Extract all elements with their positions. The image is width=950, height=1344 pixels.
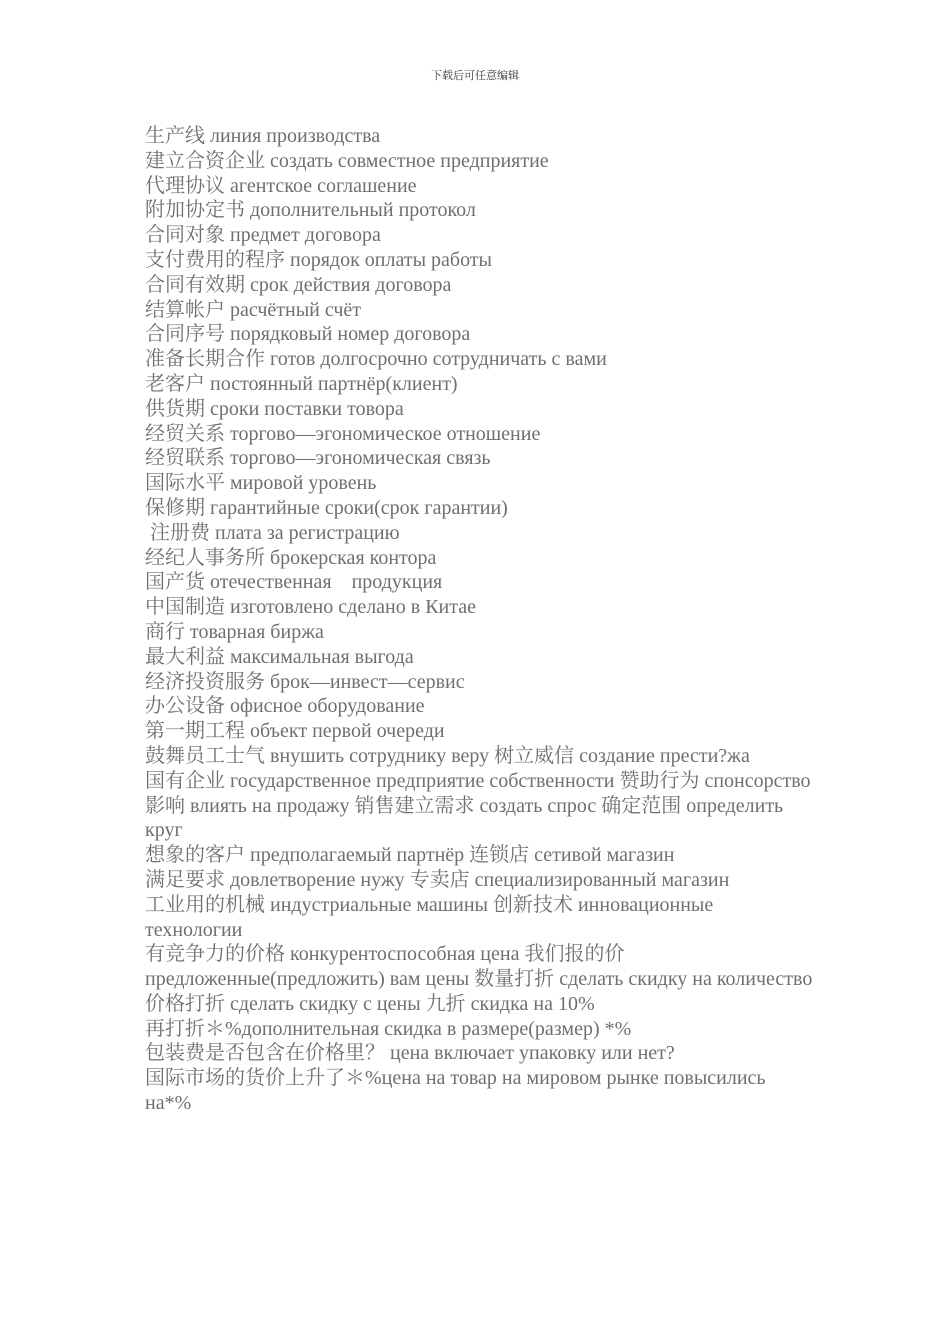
glossary-line: 结算帐户 расчётный счёт	[145, 298, 362, 321]
glossary-line: 合同序号 порядковый номер договора	[145, 323, 471, 346]
glossary-line: 支付费用的程序 порядок оплаты работы	[145, 248, 492, 271]
glossary-line: 代理协议 агентское соглашение	[145, 174, 417, 197]
glossary-line: 经贸联系 торгово—эгономическая связь	[145, 447, 491, 470]
glossary-line: 供货期 сроки поставки товора	[145, 397, 404, 420]
header-note: 下载后可任意编辑	[431, 69, 519, 82]
glossary-line: 准备长期合作 готов долгосрочно сотрудничать с вами	[145, 348, 607, 371]
glossary-line: 最大利益 максимальная выгода	[145, 645, 414, 668]
glossary-line: 保修期 гарантийные сроки(срок гарантии)	[145, 496, 508, 519]
glossary-line: 商行 товарная биржа	[145, 620, 324, 643]
glossary-line: 国产货 отечественная продукция	[145, 571, 443, 594]
glossary-line: 国际市场的货价上升了＊%цена на товар на мировом рынке повысились на*%	[145, 1067, 786, 1115]
glossary-line: 合同对象 предмет договора	[145, 224, 381, 247]
glossary-line: 国有企业 государственное предприятие собственности 赞助行为 спонсорство	[145, 769, 811, 792]
glossary-body	[145, 124, 815, 1116]
glossary-line: 生产线 линия производства	[145, 125, 381, 147]
glossary-line: 办公设备 офисное оборудование	[145, 695, 425, 718]
glossary-line: 价格打折 сделать скидку с цены 九折 скидка на 10%	[145, 992, 595, 1015]
glossary-line: 包装费是否包含在价格里？ цена включает упаковку или нет?	[145, 1042, 675, 1065]
glossary-line: 工业用的机械 индустриальные машины 创新技术 инновационные технологии	[145, 893, 719, 941]
glossary-line: 国际水平 мировой уровень	[145, 472, 377, 495]
glossary-line: 建立合资企业 создать совместное предприятие	[145, 149, 549, 172]
glossary-line: 附加协定书 дополнительный протокол	[145, 199, 476, 222]
glossary-line: 再打折＊%дополнительная скидка в размере(размер) *%	[145, 1017, 632, 1040]
glossary-line: 鼓舞员工士气 внушить сотруднику веру 树立威信 создание прести?жа	[145, 744, 750, 767]
glossary-line: 经纪人事务所 брокерская контора	[145, 546, 437, 569]
glossary-line: 有竞争力的价格 конкурентоспособная цена 我们报的价 предложенные(предложить) вам цены 数量打折 сделать скидку на количество	[145, 943, 813, 991]
glossary-line: 影响 влиять на продажу 销售建立需求 создать спрос 确定范围 определить круг	[145, 794, 789, 842]
glossary-line: 第一期工程 объект первой очереди	[145, 720, 445, 743]
glossary-line: 合同有效期 срок действия договора	[145, 273, 452, 296]
glossary-line: 老客户 постоянный партнёр(клиент)	[145, 372, 458, 395]
glossary-line: 中国制造 изготовлено сделано в Китае	[145, 596, 476, 619]
glossary-line: 注册费 плата за регистрацию	[145, 521, 400, 544]
glossary-line: 经贸关系 торгово—эгономическое отношение	[145, 422, 541, 445]
glossary-line: 想象的客户 предполагаемый партнёр 连锁店 сетивой магазин	[145, 844, 675, 867]
glossary-line: 满足要求 довлетворение нужу 专卖店 специализированный магазин	[145, 868, 730, 891]
glossary-line: 经济投资服务 брок—инвест—сервис	[145, 670, 465, 693]
